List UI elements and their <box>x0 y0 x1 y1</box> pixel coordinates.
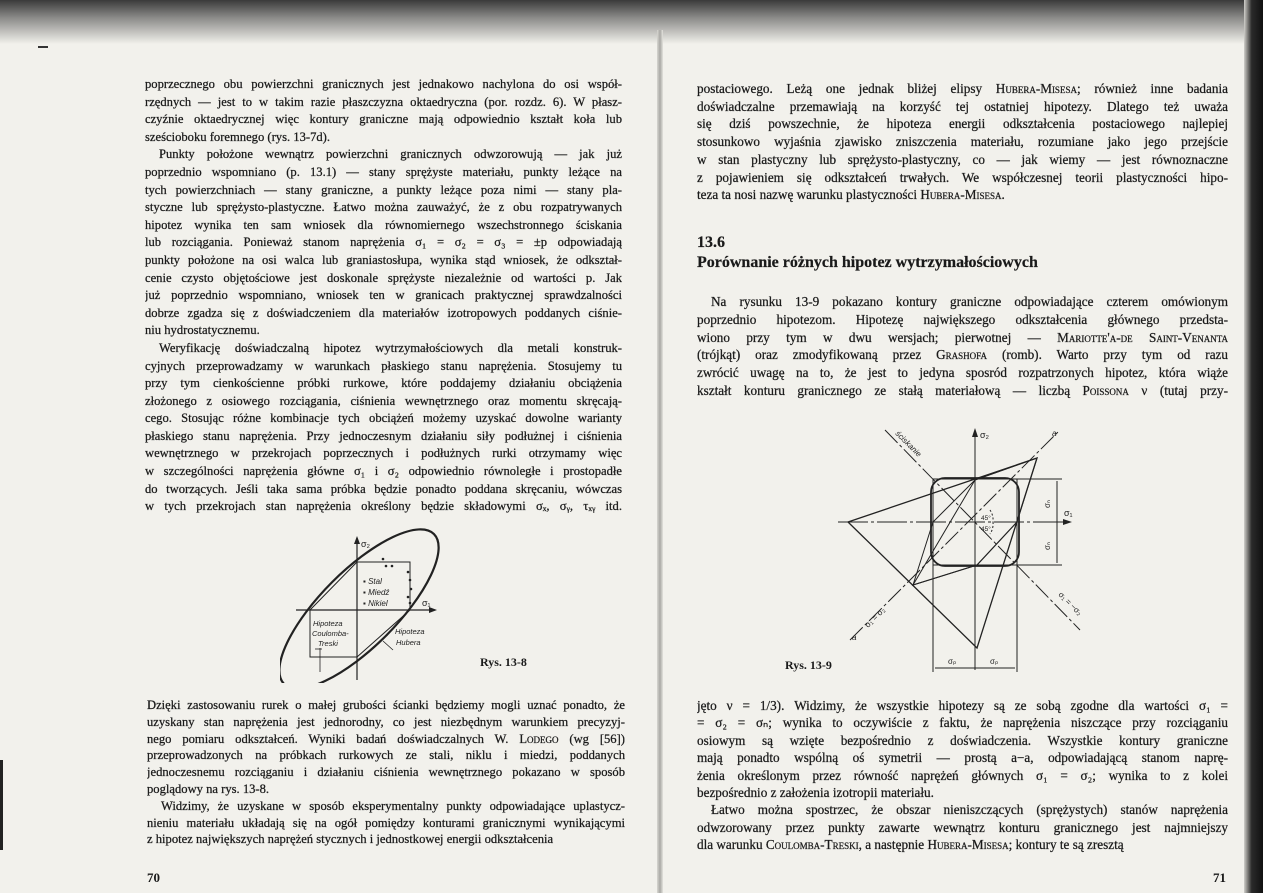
figure-caption-13-9: Rys. 13-9 <box>785 658 832 672</box>
text-segment: Łatwo można spostrzec, że obszar nieniszczących (sprężystych) stanów naprężenia <box>711 802 1228 818</box>
label-huber-2: Hubera <box>396 638 421 647</box>
text-segment: nieniu materiału układają się na ogół pomiędzy konturami granicznymi wynikającymi <box>147 815 625 830</box>
page-number-right: 71 <box>1213 870 1226 885</box>
text-line <box>147 747 625 764</box>
text-segment: Weryfikację doświadczalną hipotez wytrzymałościowych dla metali konstruk- <box>159 340 622 355</box>
label-a-top: a <box>1052 429 1057 438</box>
angle-label-upper: 45° <box>981 515 991 522</box>
text-line <box>145 428 622 446</box>
angle-label-lower: 45° <box>981 526 991 533</box>
text-segment: z hipotez największych naprężeń stycznych i jednostkowej energii odkształcenia <box>147 832 554 847</box>
text-line <box>697 329 1228 347</box>
text-line <box>697 115 1228 133</box>
text-block <box>697 697 1228 854</box>
text-segment: styczne lub sprężysto-plastyczne. Łatwo można zauważyć, że z obu rozpatrywanych <box>145 200 622 215</box>
text-line <box>147 714 625 731</box>
text-segment: postaciowego. Leżą one jednak bliżej elipsy <box>697 81 996 96</box>
text-segment: poprzecznego obu powierzchni granicznych jest jednakowo nachylona do osi współ- <box>145 77 622 91</box>
book-spine <box>657 30 663 893</box>
text-segment: ν (tutaj przy- <box>1128 382 1228 398</box>
text-segment: niu hydrostatycznemu. <box>145 323 260 338</box>
text-segment: cego. Stosując różne kombinacje tych obciążeń możemy uzyskać dowolne warianty <box>145 411 622 426</box>
paragraph <box>697 293 1228 400</box>
text-line <box>697 133 1228 151</box>
text-segment: ; również inne badania <box>1076 81 1228 96</box>
text-segment: przeprowadzonych na próbkach rurkowych ze stali, niklu i miedzi, poddanych <box>147 748 625 763</box>
text-segment: nego pomiaru odkształceń. Wyniki badań doświadczalnych W. <box>147 731 520 746</box>
text-segment: hipotez wynika ten sam wniosek dla równomiernego wszechstronnego ściskania <box>145 217 622 232</box>
text-block <box>697 293 1228 400</box>
author-name: Hubera-Misesa <box>920 187 1002 203</box>
text-line <box>147 798 625 815</box>
text-line <box>145 498 622 516</box>
dim-label-bottom-right: σₚ <box>990 657 999 666</box>
text-line <box>697 749 1228 766</box>
text-segment: Dzięki zastosowaniu rurek o małej grubości ścianki będziemy mogli uznać ponadto, że <box>147 698 625 712</box>
author-name: Lodego <box>519 731 559 746</box>
text-line <box>145 481 622 499</box>
text-line <box>145 322 622 340</box>
axis-label-sigma1: σ₁ <box>422 598 431 608</box>
text-segment: jednoczesnemu rozciąganiu i działaniu ciśnienia wewnętrznego pokazano w sposób <box>147 765 625 780</box>
text-line <box>697 697 1228 714</box>
paragraph <box>145 340 622 516</box>
text-line <box>145 375 622 393</box>
text-line <box>697 801 1228 818</box>
figure-13-8 <box>280 528 480 683</box>
text-line <box>145 129 622 147</box>
text-segment: jęto ν = 1/3). Widzimy, że wszystkie hipotezy są ze sobą zgodne dla wartości σ₁ = <box>697 698 1228 713</box>
text-line <box>147 781 625 798</box>
page-number-left: 70 <box>147 870 160 885</box>
text-line <box>145 287 622 305</box>
text-line <box>145 393 622 411</box>
axis-label-sigma2: σ₂ <box>980 430 990 440</box>
text-segment: zwrócić uwagę na to, że jest to jedyna sposród rozpatrzonych hipotez, która wiąże <box>697 365 1228 381</box>
label-tresca-3: Treski <box>318 639 338 648</box>
label-sigma1-equals-sigma2: σ₁ = σ₂ <box>863 605 887 630</box>
text-block <box>697 80 1228 204</box>
text-segment: stosunkowo wyjaśnia zjawisko zniszczenia materiału, rozumiane jako jego przejście <box>697 134 1228 150</box>
text-line <box>697 169 1228 187</box>
text-segment: dobrze zgadza się z doświadczeniem dla materiałów izotropowych poddanych ciśnie- <box>145 305 622 320</box>
figure-caption-13-8: Rys. 13-8 <box>480 655 527 669</box>
dim-label-right-upper: σₙ <box>1043 499 1052 508</box>
text-segment: (romb). Warto przy tym od razu <box>987 347 1228 363</box>
dim-label-right-lower: σₙ <box>1043 541 1052 550</box>
author-name: Hubera-Misesa <box>995 81 1077 96</box>
text-line <box>697 80 1228 98</box>
label-compression: ściskanie <box>893 429 924 459</box>
text-line <box>145 445 622 463</box>
text-segment: wiono przy tym w dwu wersjach; pierwotnej — <box>697 329 1058 345</box>
text-segment: lub rozciągania. Ponieważ stanom naprężenia σ₁ = σ₂ = σ₃ = ±p odpowiadają <box>145 235 622 250</box>
text-segment: poprzednio hipotezom. Hipotezę największego odkształcenia głównego przedsta- <box>697 311 1228 327</box>
legend-steel: ▪ Stal <box>363 577 382 586</box>
text-line <box>145 164 622 182</box>
text-segment: złożonego z osiowego rozciągania, ciśnienia wewnętrznego oraz momentu skręcają- <box>145 393 622 408</box>
text-segment: kształt konturu granicznego ze stałą materiałową — liczbą <box>697 382 1083 398</box>
text-line <box>147 831 625 848</box>
paragraph <box>145 146 622 340</box>
scan-mark <box>38 46 48 48</box>
text-line <box>145 182 622 200</box>
label-a-bottom: a <box>852 633 857 642</box>
text-segment: do tworzących. Jeśli taka sama próbka będzie ponadto poddana skręcaniu, wówczas <box>145 481 622 496</box>
text-line <box>147 764 625 781</box>
paragraph <box>147 798 625 848</box>
text-line <box>145 111 622 129</box>
data-points <box>382 558 413 605</box>
text-line <box>697 784 1228 801</box>
text-line <box>697 364 1228 382</box>
text-segment: bezpośrednio z założenia izotropii materiału. <box>697 785 934 801</box>
text-segment: poglądowy na rys. 13-8. <box>147 781 270 796</box>
text-segment: poprzednio wspomniano (p. 13.1) — stany sprężyste materiału, punkty leżące na <box>145 164 622 179</box>
paragraph <box>147 697 625 798</box>
legend-copper: ▪ Miedź <box>363 588 390 597</box>
legend-nickel: ▪ Nikiel <box>363 599 388 608</box>
text-segment: Punkty położone wewnątrz powierzchni granicznych odwzorowują — jak już <box>159 147 622 162</box>
text-segment: w szczególności naprężenia główne σ₁ i σ₂ odpowiednio równoległe i prostopadłe <box>145 464 622 479</box>
text-segment: cyjnych przeprowadzamy w warunkach płaskiego stanu naprężenia. Stosujemy tu <box>145 358 622 373</box>
text-segment: czyźnie oktaedrycznej więc kontury graniczne mają odpowiednio kształt koła lub <box>145 112 622 127</box>
text-segment: osiowym są wzięte bezpośrednio z doświadczenia. Wszystkie kontury graniczne <box>697 732 1228 748</box>
text-segment: teza ta nosi nazwę warunku plastyczności <box>697 187 921 203</box>
section-title: Porównanie różnych hipotez wytrzymałościowych <box>697 254 1038 271</box>
text-line <box>697 732 1228 749</box>
text-segment: (wg [56]) <box>558 731 625 746</box>
text-line <box>697 382 1228 400</box>
author-name: Poissona <box>1082 382 1129 398</box>
text-line <box>697 767 1228 784</box>
text-segment: mają ponadto wspólną oś symetrii — prostą a−a, odpowiadającą stanom naprę- <box>697 750 1228 766</box>
section-number: 13.6 <box>697 234 725 251</box>
text-segment: Na rysunku 13-9 pokazano kontury graniczne odpowiadające czterem omówionym <box>711 294 1228 309</box>
text-segment: ; kontury te są zresztą <box>1008 837 1124 853</box>
author-name: Mariotte'a-de Saint-Venanta <box>1057 329 1228 345</box>
text-line <box>147 815 625 832</box>
text-segment: , a następnie <box>858 837 928 853</box>
text-line <box>145 340 622 358</box>
text-segment: = σ₂ = σₙ; wynika to oczywiście z faktu, że naprężenia niszczące przy rozciąganiu <box>697 715 1228 731</box>
arrow-sigma2 <box>354 536 360 544</box>
author-name: Grashofa <box>936 347 988 363</box>
text-segment: punkty położone na osi walca lub graniastosłupa, wynika stąd wniosek, że odkształ- <box>145 252 622 267</box>
author-name: Coulomba-Treski <box>765 837 859 853</box>
text-line <box>697 819 1228 836</box>
text-segment: w stan plastyczny lub sprężysto-plastyczny, co — jak wiemy — jest równoznaczne <box>697 151 1228 167</box>
label-sigma1-equals-minus-sigma2: σ₁ = −σ₂ <box>1056 590 1084 618</box>
text-line <box>145 199 622 217</box>
scan-edge-left <box>0 760 3 850</box>
text-line <box>145 146 622 164</box>
text-line <box>145 463 622 481</box>
text-line <box>697 151 1228 169</box>
text-line <box>145 270 622 288</box>
text-segment: dla warunku <box>697 837 766 853</box>
text-block <box>145 76 622 516</box>
text-line <box>147 731 625 748</box>
text-line <box>697 836 1228 853</box>
text-line <box>697 311 1228 329</box>
text-segment: . <box>1001 187 1005 203</box>
text-segment: płaskiego stanu naprężenia. Przy jednoczesnym działaniu siły podłużnej i ciśnienia <box>145 428 622 443</box>
text-segment: żenia określonym przez równość naprężeń głównych σ₁ = σ₂; wynika to z kolei <box>697 767 1228 783</box>
author-name: Hubera-Misesa <box>927 837 1009 853</box>
text-line <box>147 697 625 714</box>
text-segment: tych powierzchniach — stany graniczne, a punkty leżące poza nimi — stany pla- <box>145 182 622 197</box>
text-line <box>697 714 1228 731</box>
text-segment: z pojawieniem się odkształceń trwałych. We współczesnej teorii plastyczności hipo- <box>697 169 1228 185</box>
scan-edge-right <box>1244 0 1263 893</box>
text-segment: się dziś powszechnie, że hipoteza energii odkształcenia postaciowego najlepiej <box>697 116 1228 132</box>
text-line <box>145 76 622 94</box>
axis-label-sigma1: σ₁ <box>1064 508 1073 518</box>
text-line <box>145 305 622 323</box>
text-line <box>145 252 622 270</box>
arrow-sigma2 <box>972 428 978 437</box>
text-segment: odwzorowany przez punkty zawarte wewnątrz konturu granicznego jest najmniejszy <box>697 819 1228 835</box>
text-segment: sześcioboku foremnego (rys. 13-7d). <box>145 129 331 144</box>
text-line <box>697 346 1228 364</box>
text-segment: doświadczalne przemawiają na korzyść tej ostatniej hipotezy. Dlatego też uważa <box>697 98 1228 114</box>
label-tresca-1: Hipoteza <box>313 619 343 628</box>
text-line <box>697 293 1228 311</box>
paragraph <box>697 80 1228 204</box>
text-line <box>145 410 622 428</box>
text-line <box>697 186 1228 204</box>
paragraph <box>697 697 1228 801</box>
paragraph <box>697 801 1228 853</box>
text-segment: wewnętrznego w przekrojach poprzecznych i podłużnych rurki otrzymamy więc <box>145 446 622 461</box>
text-line <box>145 217 622 235</box>
text-line <box>145 234 622 252</box>
text-block <box>147 697 625 848</box>
dim-label-bottom-left: σₚ <box>948 657 957 666</box>
text-segment: w tych przekrojach stan naprężenia określony będzie składowymi σₓ, σᵧ, τₓᵧ itd. <box>145 499 622 514</box>
text-segment: cenie czysto objętościowe jest doskonale sprężyste niezależnie od wartości p. Jak <box>145 270 622 285</box>
text-line <box>697 98 1228 116</box>
axis-label-sigma2: σ₂ <box>361 539 371 549</box>
text-segment: uzyskany stan naprężenia jest jednorodny, co jest niezbędnym warunkiem precyzyj- <box>147 714 625 729</box>
text-line <box>145 94 622 112</box>
text-segment: już poprzednio wspomniano, wniosek ten w granicach praktycznej sprawdzalności <box>145 288 622 303</box>
scan-shadow-top <box>0 0 1263 44</box>
arrow-sigma1 <box>1063 519 1072 525</box>
text-segment: (trójkąt) oraz zmodyfikowaną przez <box>697 347 937 363</box>
figure-13-9 <box>770 420 1110 680</box>
text-segment: przy tym cienkościenne próbki rurkowe, które poddajemy działaniu obciążenia <box>145 376 622 391</box>
text-line <box>145 358 622 376</box>
label-huber-1: Hipoteza <box>395 627 425 636</box>
paragraph <box>145 76 622 146</box>
label-tresca-2: Coulomba- <box>312 629 349 638</box>
text-segment: rzędnych — jest to w takim razie płaszczyzna oktaedryczna (por. rozdz. 6). W płasz- <box>145 94 622 109</box>
text-segment: Widzimy, że uzyskane w sposób eksperymentalny punkty odpowiadające uplastycz- <box>161 798 625 813</box>
